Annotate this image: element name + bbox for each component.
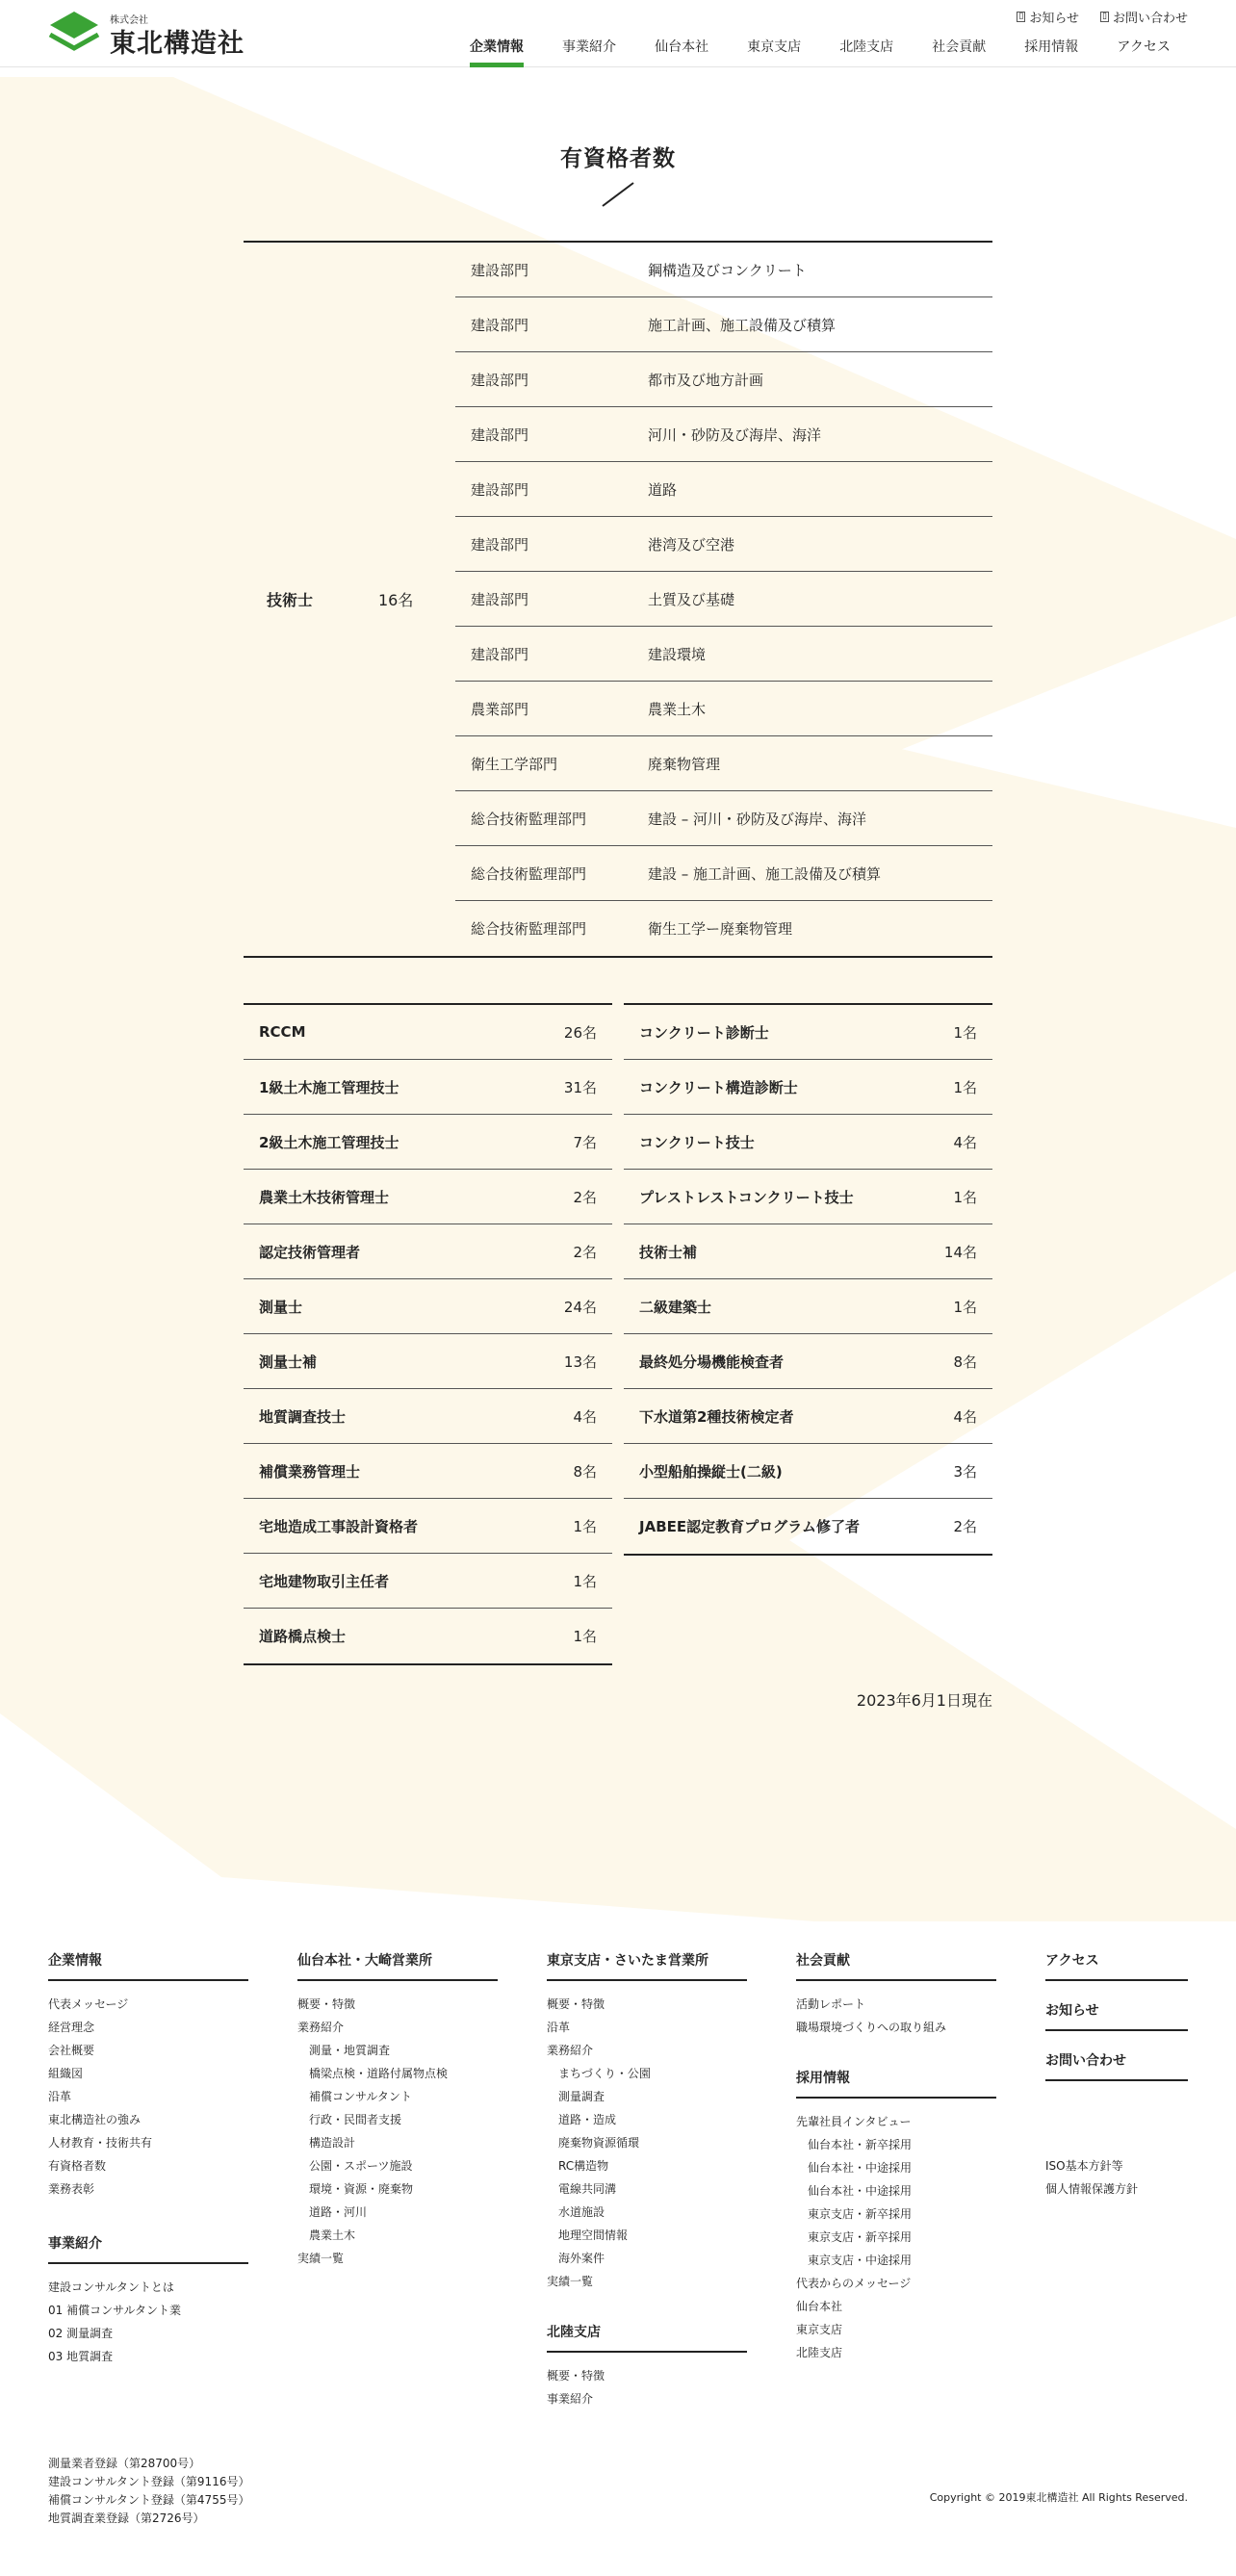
footer-link[interactable]: 人材教育・技術共有 (48, 2136, 153, 2150)
qualification-count: 31名 (563, 1078, 597, 1096)
engineer-row (455, 517, 992, 572)
footer-link[interactable]: 構造設計 (309, 2136, 356, 2150)
engineer-dept: 総合技術監理部門 (471, 864, 587, 883)
footer-link[interactable]: 東京支店・中途採用 (808, 2254, 913, 2267)
footer-link[interactable]: 補償コンサルタント (309, 2090, 412, 2103)
qualification-row (624, 1444, 992, 1499)
engineer-field: 建設 – 施工計画、施工設備及び積算 (648, 864, 882, 883)
engineer-dept: 総合技術監理部門 (471, 920, 587, 938)
qualification-list-right (624, 1003, 992, 1556)
qualification-count: 26名 (563, 1023, 597, 1042)
qualification-row (244, 1499, 612, 1554)
engineer-dept: 建設部門 (471, 535, 529, 554)
footer-link[interactable]: RC構造物 (558, 2159, 609, 2173)
footer-col-sendai (297, 1950, 498, 2270)
footer-link[interactable]: 会社概要 (48, 2044, 95, 2057)
footer-links-business (48, 2276, 248, 2368)
footer-head-recruit[interactable]: 採用情報 (796, 2068, 996, 2099)
registration-line: 測量業者登録（第28700号） (48, 2457, 201, 2470)
qualification-row (244, 1005, 612, 1060)
qualification-row (624, 1499, 992, 1554)
qualification-count: 8名 (953, 1352, 977, 1371)
footer-link[interactable]: 仙台本社・新卒採用 (808, 2138, 913, 2151)
engineer-field: 河川・砂防及び海岸、海洋 (648, 425, 822, 444)
footer-link[interactable]: 概要・特徴 (297, 1997, 356, 2011)
footer-link[interactable]: 東京支店 (796, 2323, 843, 2336)
qualification-name: 二級建築士 (639, 1298, 712, 1316)
footer-link[interactable]: 先輩社員インタビュー (796, 2115, 912, 2128)
qualification-name: 宅地造成工事設計資格者 (259, 1517, 419, 1535)
qualification-name: 補償業務管理士 (259, 1462, 361, 1481)
footer-head-hokuriku[interactable]: 北陸支店 (547, 2322, 747, 2353)
footer-links-recruit (796, 2110, 996, 2364)
footer-head-sendai[interactable]: 仙台本社・大崎営業所 (297, 1950, 498, 1981)
global-nav (452, 27, 1188, 67)
privacy-policy-link[interactable]: 個人情報保護方針 (1045, 2182, 1139, 2196)
footer-link[interactable]: 仙台本社・中途採用 (808, 2161, 913, 2175)
footer-links-sendai (297, 1993, 498, 2270)
footer-link[interactable]: 組織図 (48, 2067, 84, 2080)
footer-link[interactable]: 職場環境づくりへの取り組み (796, 2021, 947, 2034)
footer-links-social (796, 1993, 996, 2039)
nav-social[interactable]: 社会貢献 (932, 39, 987, 55)
qualification-row (624, 1389, 992, 1444)
qualification-name: 1級土木施工管理技士 (259, 1078, 399, 1096)
engineer-field: 廃棄物管理 (648, 755, 721, 773)
footer-link[interactable]: 東京支店・新卒採用 (808, 2230, 913, 2244)
news-link-label: お知らせ (1029, 12, 1079, 26)
qualification-count: 4名 (573, 1407, 597, 1426)
copyright: Copyright © 2019東北構造社 All Rights Reserved. (929, 2491, 1188, 2504)
footer-link[interactable]: 実績一覧 (547, 2275, 594, 2288)
engineer-field: 鋼構造及びコンクリート (648, 261, 807, 279)
engineer-dept: 建設部門 (471, 261, 529, 279)
engineer-field: 都市及び地方計画 (648, 371, 764, 389)
registration-line: 補償コンサルタント登録（第4755号） (48, 2493, 250, 2507)
footer-link[interactable]: 行政・民間者支援 (309, 2113, 402, 2126)
footer-link[interactable]: 仙台本社・中途採用 (808, 2184, 913, 2198)
qualification-name: JABEE認定教育プログラム修了者 (639, 1518, 860, 1535)
qualification-name: 測量士 (259, 1298, 303, 1316)
engineer-dept: 総合技術監理部門 (471, 810, 587, 828)
engineer-row (455, 243, 992, 297)
engineer-field: 衛生工学ー廃棄物管理 (648, 920, 793, 938)
qualification-row (624, 1279, 992, 1334)
footer-link[interactable]: 廃棄物資源循環 (558, 2136, 640, 2150)
site-header (0, 0, 1236, 67)
footer-link[interactable]: 業務紹介 (547, 2044, 594, 2057)
engineer-row (455, 736, 992, 791)
qualification-name: 地質調査技士 (259, 1407, 347, 1426)
qualification-count: 2名 (953, 1518, 977, 1535)
footer-link[interactable]: 仙台本社 (796, 2300, 843, 2313)
qualification-count: 8名 (573, 1462, 597, 1481)
footer-link[interactable]: 建設コンサルタントとは (48, 2280, 174, 2294)
qualification-count: 1名 (953, 1298, 977, 1316)
footer-link[interactable]: 電線共同溝 (558, 2182, 617, 2196)
footer-link[interactable]: 測量・地質調査 (309, 2044, 391, 2057)
nav-hokuriku[interactable]: 北陸支店 (839, 39, 894, 55)
mail-icon: ▯ (1100, 12, 1109, 22)
engineer-row (455, 352, 992, 407)
qualification-name: コンクリート診断士 (639, 1023, 769, 1042)
qualification-name: 最終処分場機能検査者 (639, 1352, 785, 1371)
site-footer (0, 1921, 1236, 2576)
footer-link[interactable]: 沿革 (48, 2090, 72, 2103)
qualification-list-left (244, 1003, 612, 1665)
footer-link[interactable]: 業務紹介 (297, 2021, 345, 2034)
footer-col-access (1045, 1950, 1188, 2100)
footer-head-company[interactable]: 企業情報 (48, 1950, 248, 1981)
engineer-dept: 農業部門 (471, 700, 529, 718)
footer-link[interactable]: 01 補償コンサルタント業 (48, 2304, 182, 2317)
qualification-row (244, 1279, 612, 1334)
engineer-dept: 建設部門 (471, 425, 529, 444)
footer-col-tokyo (547, 1950, 747, 2410)
footer-head-contact[interactable]: お問い合わせ (1045, 2050, 1188, 2081)
engineer-row (455, 627, 992, 682)
contact-link-label: お問い合わせ (1112, 12, 1188, 26)
engineer-field: 道路 (648, 480, 678, 499)
title-slash-decoration (601, 181, 635, 208)
qualification-name: 認定技術管理者 (259, 1243, 361, 1261)
engineer-row (455, 901, 992, 956)
engineer-label: 技術士 (267, 591, 314, 609)
contact-link[interactable] (1100, 8, 1188, 26)
top-links (1017, 8, 1188, 26)
engineer-row (455, 682, 992, 736)
footer-link[interactable]: 道路・造成 (558, 2113, 617, 2126)
engineer-row (455, 791, 992, 846)
logo-name: 東北構造社 (110, 29, 245, 59)
qualification-row (244, 1444, 612, 1499)
engineer-field: 農業土木 (648, 700, 707, 718)
mail-icon: ▯ (1017, 12, 1025, 22)
engineer-dept: 衛生工学部門 (471, 755, 558, 773)
footer-link[interactable]: 東北構造社の強み (48, 2113, 142, 2126)
qualification-count: 1名 (573, 1517, 597, 1535)
footer-link[interactable]: 代表からのメッセージ (796, 2277, 912, 2290)
qualification-row (244, 1170, 612, 1224)
qualification-count: 1名 (573, 1628, 597, 1645)
footer-link[interactable]: 測量調査 (558, 2090, 605, 2103)
nav-tokyo[interactable]: 東京支店 (747, 39, 802, 55)
qualification-count: 13名 (563, 1352, 597, 1371)
qualification-count: 1名 (573, 1572, 597, 1590)
footer-link[interactable]: 橋梁点検・道路付属物点検 (309, 2067, 449, 2080)
qualification-name: 技術士補 (639, 1243, 698, 1261)
engineer-row (455, 462, 992, 517)
qualification-count: 3名 (953, 1462, 977, 1481)
qualification-name: 測量士補 (259, 1352, 318, 1371)
footer-link[interactable]: 経営理念 (48, 2021, 95, 2034)
engineer-row (455, 297, 992, 352)
engineer-dept: 建設部門 (471, 371, 529, 389)
iso-policy-link[interactable]: ISO基本方針等 (1045, 2159, 1123, 2173)
qualification-name: 農業土木技術管理士 (259, 1188, 390, 1206)
footer-link[interactable]: 環境・資源・廃棄物 (309, 2182, 414, 2196)
nav-recruit[interactable]: 採用情報 (1024, 39, 1079, 55)
qualification-row (624, 1334, 992, 1389)
engineer-field: 建設 – 河川・砂防及び海岸、海洋 (648, 810, 867, 828)
qualification-count: 14名 (943, 1243, 977, 1261)
news-link[interactable] (1017, 8, 1079, 26)
footer-head-business[interactable]: 事業紹介 (48, 2233, 248, 2264)
logo-kabushiki: 株式会社 (110, 15, 148, 26)
qualification-count: 4名 (953, 1133, 977, 1151)
footer-link[interactable]: 農業土木 (309, 2228, 356, 2242)
footer-head-news[interactable]: お知らせ (1045, 2000, 1188, 2031)
engineer-row (455, 846, 992, 901)
qualification-count: 1名 (953, 1188, 977, 1206)
engineer-field: 建設環境 (648, 645, 707, 663)
qualification-row (244, 1224, 612, 1279)
engineer-dept: 建設部門 (471, 590, 529, 608)
engineer-field: 土質及び基礎 (648, 590, 735, 608)
company-logo[interactable] (48, 10, 260, 60)
logo-mark-icon (48, 10, 100, 56)
footer-link[interactable]: 北陸支店 (796, 2346, 843, 2359)
footer-link[interactable]: 東京支店・新卒採用 (808, 2207, 913, 2221)
qualification-count: 7名 (573, 1133, 597, 1151)
qualification-row (244, 1115, 612, 1170)
qualification-name: 2級土木施工管理技士 (259, 1133, 399, 1151)
footer-head-access[interactable]: アクセス (1045, 1950, 1188, 1981)
qualification-name: 小型船舶操縦士(二級) (639, 1462, 783, 1481)
footer-link[interactable]: 代表メッセージ (48, 1997, 129, 2011)
qualification-row (624, 1115, 992, 1170)
registration-line: 建設コンサルタント登録（第9116号） (48, 2475, 250, 2488)
registration-line: 地質調査業登録（第2726号） (48, 2512, 205, 2525)
engineer-dept: 建設部門 (471, 645, 529, 663)
footer-link[interactable]: 業務表彰 (48, 2182, 95, 2196)
footer-link[interactable]: 海外案件 (558, 2252, 605, 2265)
qualification-name: 道路橋点検士 (259, 1628, 347, 1645)
footer-policies (1045, 2154, 1138, 2201)
qualification-row (244, 1389, 612, 1444)
qualification-count: 24名 (563, 1298, 597, 1316)
qualification-row (244, 1060, 612, 1115)
engineer-count: 16名 (378, 591, 414, 609)
footer-head-social[interactable]: 社会貢献 (796, 1950, 996, 1981)
footer-head-tokyo[interactable]: 東京支店・さいたま営業所 (547, 1950, 747, 1981)
footer-link[interactable]: 水道施設 (558, 2205, 605, 2219)
qualification-count: 1名 (953, 1078, 977, 1096)
nav-access[interactable]: アクセス (1117, 39, 1171, 55)
qualification-name: プレストレストコンクリート技士 (639, 1188, 854, 1206)
footer-link[interactable]: まちづくり・公園 (558, 2067, 651, 2080)
qualification-row (624, 1170, 992, 1224)
footer-link[interactable]: 公園・スポーツ施設 (309, 2159, 413, 2173)
footer-link[interactable]: 概要・特徴 (547, 2369, 605, 2383)
engineer-field: 港湾及び空港 (648, 535, 735, 554)
footer-link[interactable]: 活動レポート (796, 1997, 866, 2011)
qualification-row (624, 1224, 992, 1279)
nav-company[interactable]: 企業情報 (452, 27, 541, 67)
footer-link[interactable]: 03 地質調査 (48, 2350, 114, 2363)
qualification-name: コンクリート構造診断士 (639, 1078, 798, 1096)
qualification-name: コンクリート技士 (639, 1133, 755, 1151)
as-of-date: 2023年6月1日現在 (856, 1691, 992, 1710)
qualification-name: 宅地建物取引主任者 (259, 1572, 390, 1590)
footer-link[interactable]: 有資格者数 (48, 2159, 107, 2173)
qualification-name: RCCM (259, 1023, 306, 1041)
footer-col-social (796, 1950, 996, 2364)
footer-links-hokuriku (547, 2364, 747, 2410)
footer-link[interactable]: 概要・特徴 (547, 1997, 605, 2011)
engineer-dept: 建設部門 (471, 316, 529, 334)
footer-link[interactable]: 道路・河川 (309, 2205, 368, 2219)
qualification-row (244, 1334, 612, 1389)
registrations (48, 2455, 249, 2528)
engineer-rows (455, 243, 992, 956)
engineer-table (244, 241, 992, 958)
qualification-row (624, 1060, 992, 1115)
footer-links-tokyo (547, 1993, 747, 2293)
engineer-dept: 建設部門 (471, 480, 529, 499)
engineer-field: 施工計画、施工設備及び積算 (648, 316, 837, 334)
qualification-count: 2名 (573, 1188, 597, 1206)
footer-link[interactable]: 地理空間情報 (558, 2228, 629, 2242)
footer-link[interactable]: 02 測量調査 (48, 2327, 114, 2340)
footer-link[interactable]: 事業紹介 (547, 2392, 594, 2406)
qualification-count: 2名 (573, 1243, 597, 1261)
qualification-row (244, 1609, 612, 1663)
qualification-count: 1名 (953, 1023, 977, 1042)
qualification-row (244, 1554, 612, 1609)
nav-sendai[interactable]: 仙台本社 (655, 39, 709, 55)
engineer-row (455, 407, 992, 462)
qualification-count: 4名 (953, 1407, 977, 1426)
engineer-row (455, 572, 992, 627)
qualification-name: 下水道第2種技術検定者 (639, 1407, 794, 1426)
page-title: 有資格者数 (560, 146, 676, 171)
qualification-row (624, 1005, 992, 1060)
footer-links-company (48, 1993, 248, 2201)
footer-link[interactable]: 実績一覧 (297, 2252, 345, 2265)
footer-col-company (48, 1950, 248, 2368)
footer-link[interactable]: 沿革 (547, 2021, 571, 2034)
nav-business[interactable]: 事業紹介 (562, 39, 617, 55)
